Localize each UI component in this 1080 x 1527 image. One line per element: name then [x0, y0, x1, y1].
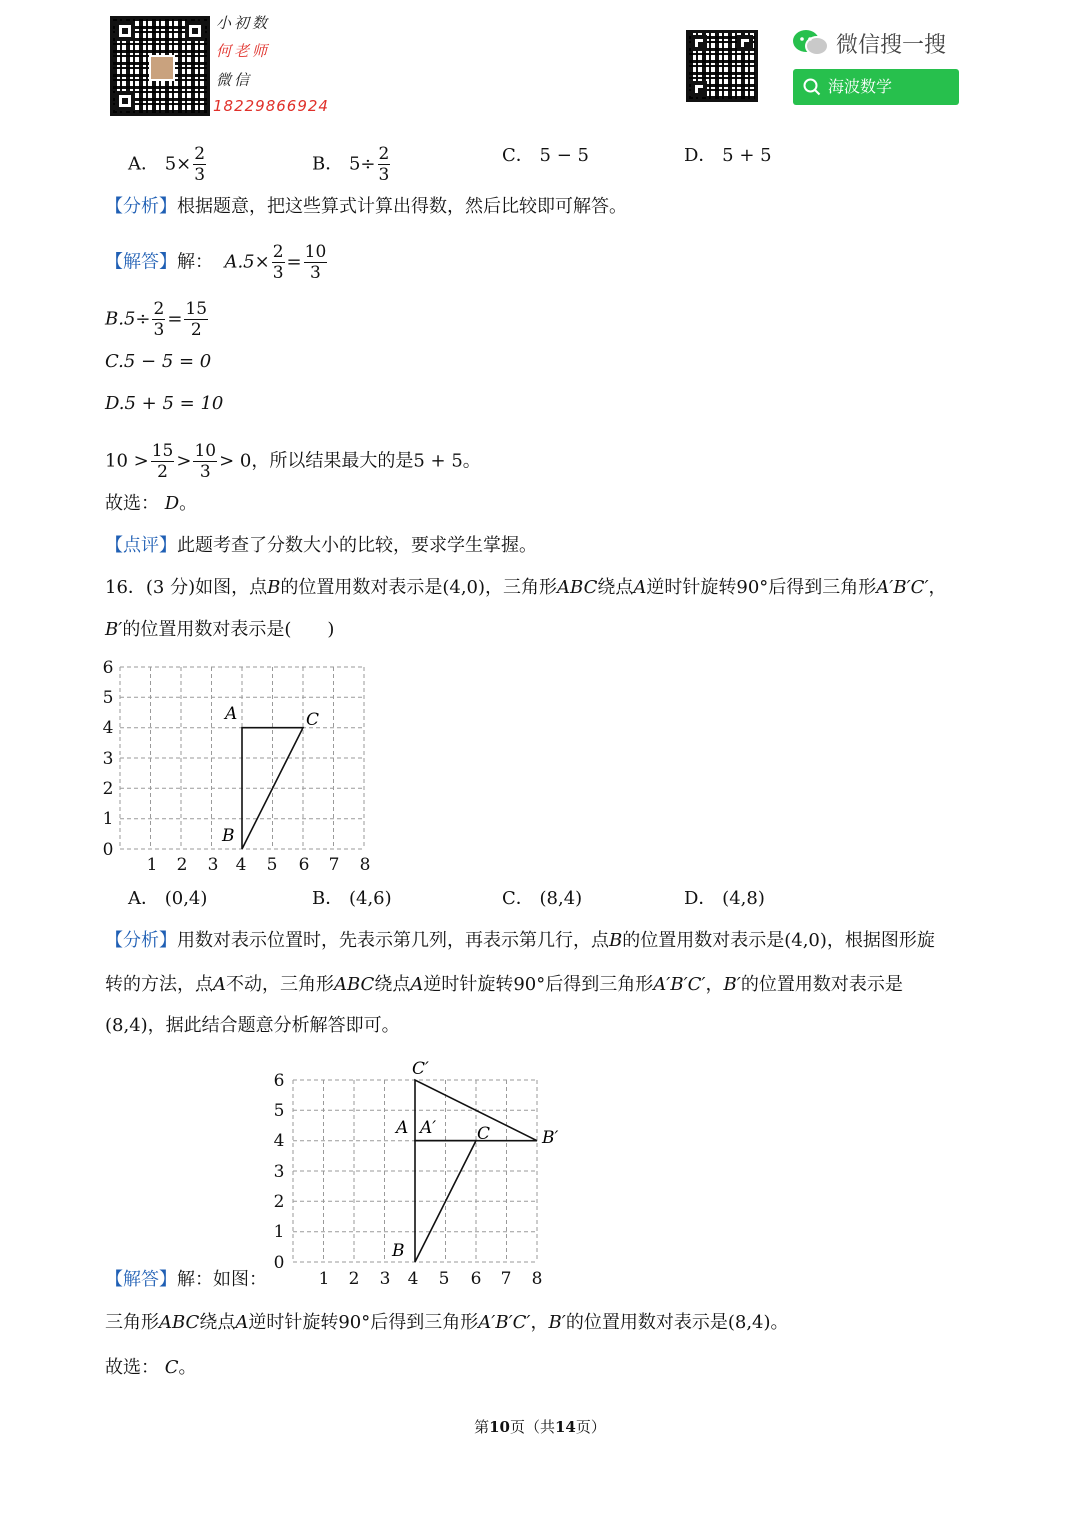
x-axis-labels: [147, 855, 371, 875]
teacher-avatar: [149, 55, 175, 81]
x-tick-8: 8: [359, 855, 371, 875]
label-b: B: [222, 826, 235, 846]
q16-figure-original: [96, 655, 381, 877]
label-b: B: [392, 1241, 405, 1261]
q15-answer-a: 【解答】解： A.5× $\frac{2}{3}$ = $\frac{10}{3}$: [105, 242, 327, 283]
q15-choose: 故选： D。: [105, 493, 198, 514]
label-b1: B′: [542, 1128, 559, 1148]
q15-answer-b: B.5÷ $\frac{2}{3}$ = $\frac{15}{2}$: [105, 299, 208, 340]
q15-answer-d: D.5 + 5 = 10: [105, 393, 224, 414]
q15-analysis: 【分析】根据题意，把这些算式计算出得数，然后比较即可解答。: [105, 196, 627, 217]
q16-analysis-line-2: 转的方法，点A不动，三角形ABC绕点A逆时针旋转90°后得到三角形A′B′C′，B′的位置用数对表示是: [105, 974, 903, 995]
search-icon: [803, 78, 821, 96]
y-tick-2: 2: [102, 779, 114, 799]
y-tick-0: 0: [273, 1253, 285, 1273]
y-tick-2: 2: [273, 1192, 285, 1212]
label-a: A: [396, 1118, 409, 1138]
x-tick-1: 1: [146, 855, 158, 875]
x-tick-6: 6: [298, 855, 310, 875]
q15-answer-c: C.5 − 5 = 0: [105, 351, 212, 372]
x-tick-7: 7: [328, 855, 340, 875]
header-phone: 18229866924: [213, 97, 329, 115]
y-axis-labels: [274, 1071, 285, 1273]
x-tick-8: 8: [531, 1269, 543, 1289]
header-note-1: 小初数: [216, 14, 271, 32]
q16-analysis-line-1: 【分析】用数对表示位置时，先表示第几列，再表示第几行，点B的位置用数对表示是(4,0)，根据图形旋: [105, 930, 935, 951]
y-tick-0: 0: [102, 840, 114, 860]
y-tick-3: 3: [102, 749, 114, 769]
y-tick-5: 5: [273, 1101, 285, 1121]
x-tick-6: 6: [470, 1269, 482, 1289]
q16-analysis-line-3: (8,4)，据此结合题意分析解答即可。: [105, 1015, 400, 1036]
x-axis-labels: [319, 1269, 543, 1289]
q16-option-c: C． (8,4): [502, 888, 583, 909]
x-tick-3: 3: [207, 855, 219, 875]
x-tick-5: 5: [266, 855, 278, 875]
label-c: C: [477, 1124, 491, 1144]
y-tick-6: 6: [102, 658, 114, 678]
y-tick-6: 6: [273, 1071, 285, 1091]
x-tick-4: 4: [407, 1269, 419, 1289]
wechat-search-label: 微信搜一搜: [836, 33, 947, 58]
y-tick-4: 4: [273, 1131, 285, 1151]
label-c1: C′: [412, 1060, 429, 1079]
q16-answer: 【解答】解：如图：: [105, 1269, 267, 1290]
q15-compare: 10 > $\frac{15}{2}$ > $\frac{10}{3}$ > 0，所以结果最大的是5 + 5。: [105, 441, 481, 482]
x-tick-4: 4: [235, 855, 247, 875]
search-button-label: 海波数学: [828, 77, 893, 96]
q15-option-d: D． 5 + 5: [684, 145, 772, 166]
x-tick-7: 7: [500, 1269, 512, 1289]
label-a1: A′: [420, 1118, 437, 1138]
q16-choose: 故选： C。: [105, 1357, 197, 1378]
y-tick-1: 1: [102, 809, 114, 829]
label-c: C: [306, 710, 320, 730]
page-footer: 第10页（共14页）: [474, 1418, 606, 1436]
search-button[interactable]: [793, 69, 959, 105]
q16-stem-line-1: 16．(3 分)如图，点B的位置用数对表示是(4,0)，三角形ABC绕点A逆时针旋转90°后得到三角形A′B′C′，: [105, 577, 947, 598]
q16-conclusion: 三角形ABC绕点A逆时针旋转90°后得到三角形A′B′C′，B′的位置用数对表示是(8,4)。: [105, 1312, 789, 1333]
q16-option-a: A． (0,4): [128, 888, 208, 909]
header-note-2: 何老师: [216, 42, 271, 60]
x-tick-2: 2: [348, 1269, 360, 1289]
x-tick-5: 5: [438, 1269, 450, 1289]
q15-option-c: C． 5 − 5: [502, 145, 589, 166]
q16-option-d: D． (4,8): [684, 888, 765, 909]
q16-stem-line-2: B′的位置用数对表示是( ): [105, 619, 335, 640]
wechat-icon: [792, 28, 830, 58]
y-tick-3: 3: [273, 1162, 285, 1182]
x-tick-3: 3: [379, 1269, 391, 1289]
y-axis-labels: [103, 658, 114, 860]
header-note-3: 微信: [216, 71, 253, 89]
page-total: 14: [555, 1418, 576, 1436]
y-tick-1: 1: [273, 1222, 285, 1242]
page-number: 10: [489, 1418, 510, 1436]
q15-comment: 【点评】此题考查了分数大小的比较，要求学生掌握。: [105, 535, 537, 556]
q15-option-a: A． 5× $\frac{2}{3}$: [128, 144, 206, 185]
label-a: A: [225, 704, 238, 724]
q15-option-b: B． 5÷ $\frac{2}{3}$: [312, 144, 390, 185]
x-tick-2: 2: [176, 855, 188, 875]
qr-code-wechat: [686, 30, 758, 102]
y-tick-4: 4: [102, 718, 114, 738]
y-tick-5: 5: [102, 688, 114, 708]
q16-option-b: B． (4,6): [312, 888, 392, 909]
q16-figure-rotated: [268, 1060, 568, 1292]
x-tick-1: 1: [318, 1269, 330, 1289]
qr-code-teacher: [110, 16, 210, 116]
